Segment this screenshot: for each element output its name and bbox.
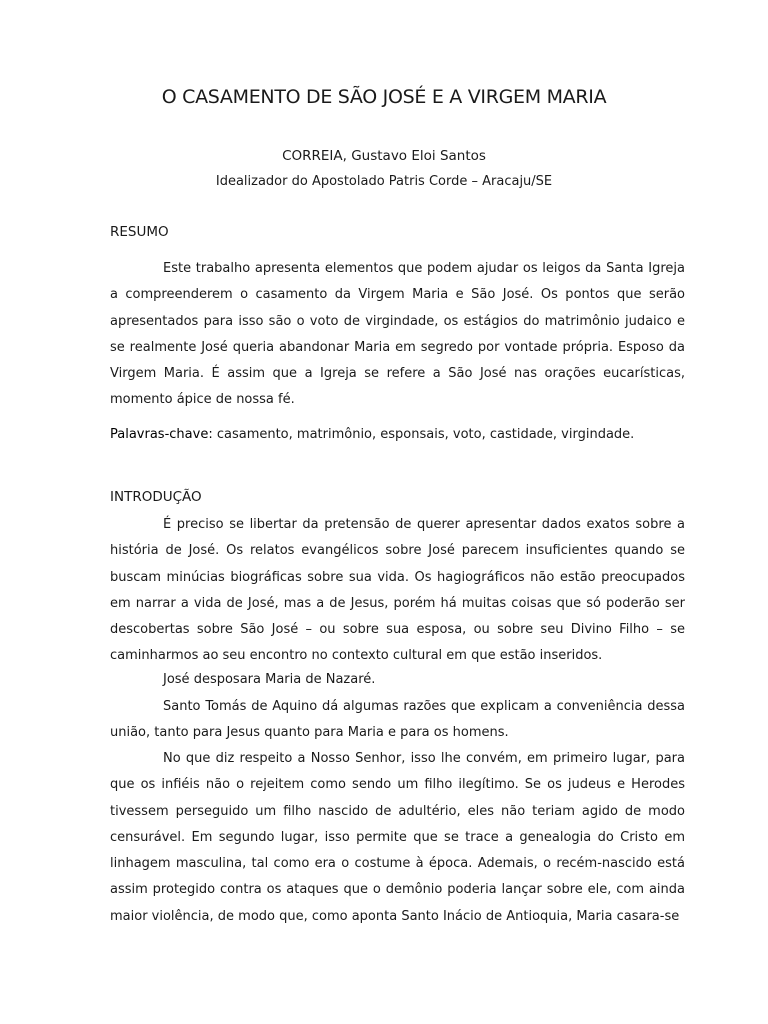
intro-p3-text-a: Santo Tomás de Aquino dá algumas razões que explicam a conveniência dessa união, tanto para — [110, 699, 685, 741]
keywords-list: casamento, matrimônio, esponsais, voto, castidade, virgindade. — [212, 427, 635, 442]
intro-p3-text-d: . — [504, 725, 509, 741]
term-jesus: Jesus — [226, 725, 261, 741]
intro-paragraph-2: José desposara Maria de Nazaré. — [163, 672, 376, 687]
abstract-paragraph: Este trabalho apresenta elementos que podem ajudar os leigos da Santa Igreja a compreenderem o casamento da Virgem Maria e São José. Os pontos que serão apresentados para isso são o voto de virgindade, os estágios do matrimônio judaico e se realmente José queria abandonar Maria em segredo por vontade própria. Esposo da Virgem Maria. É assim que a Igreja se refere a São José nas orações eucarísticas, momento ápice de nossa fé. — [110, 261, 685, 408]
term-homens: homens — [452, 725, 505, 741]
intro-p3-text-c: e para os — [383, 725, 453, 741]
author-affiliation: Idealizador do Apostolado Patris Corde – Aracaju/SE — [215, 174, 553, 189]
keywords-label: Palavras-chave: — [110, 427, 213, 442]
intro-paragraph-4 — [110, 746, 685, 930]
abstract-heading: RESUMO — [110, 224, 169, 240]
intro-p3-text-b: quanto para — [260, 725, 348, 741]
intro-p4-text-b: , isso lhe convém, em primeiro lugar, para que os infiéis não o rejeitem como sendo um filho ilegítimo. Se os judeus e Herodes tivessem perseguido um filho nascido de adultério, eles não teriam agido de modo censurável. Em segundo lugar, isso permite que se trace a genealogia do Cristo em linhagem masculina, tal como era o costume à época. Ademais, o recém-nascido está assim protegido contra os ataques que o demônio poderia lançar sobre ele, com ainda maior violência, de modo que, como aponta Santo Inácio de Antioquia, Maria casara-se — [110, 751, 685, 924]
term-nosso-senhor: Nosso Senhor — [310, 751, 402, 766]
intro-p4-text-a: No que diz respeito a — [163, 751, 311, 766]
author-name: CORREIA, Gustavo Eloi Santos — [282, 148, 486, 164]
intro-paragraph-1: É preciso se libertar da pretensão de querer apresentar dados exatos sobre a história de José. Os relatos evangélicos sobre José parecem insuficientes quando se buscam minúcias biográficas sobre sua vida. Os hagiográficos não estão preocupados em narrar a vida de José, mas a de Jesus, porém há muitas coisas que só poderão ser descobertas sobre São José – ou sobre sua esposa, ou sobre seu Divino Filho – se caminharmos ao seu encontro no contexto cultural em que estão inseridos. — [110, 517, 685, 664]
term-maria: Maria — [347, 725, 384, 741]
page-title: O CASAMENTO DE SÃO JOSÉ E A VIRGEM MARIA — [161, 86, 607, 108]
introduction-heading: INTRODUÇÃO — [110, 489, 202, 505]
keywords-line — [110, 427, 634, 442]
intro-paragraph-3 — [110, 694, 685, 747]
